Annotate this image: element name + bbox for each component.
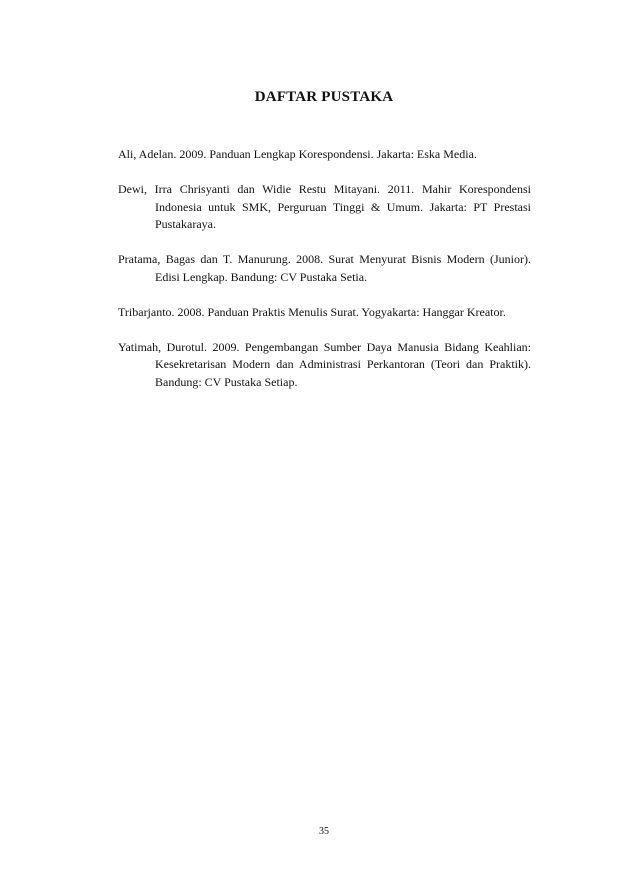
bibliography-list (118, 146, 531, 409)
reference-entry: Pratama, Bagas dan T. Manurung. 2008. Surat Menyurat Bisnis Modern (Junior). Edisi Lengkap. Bandung: CV Pustaka Setia. (118, 252, 531, 284)
page-title: DAFTAR PUSTAKA (254, 89, 394, 105)
reference-entry: Yatimah, Durotul. 2009. Pengembangan Sumber Daya Manusia Bidang Keahlian: Kesekretarisan Modern dan Administrasi Perkantoran (Teori dan Praktik). Bandung: CV Pustaka Setiap. (118, 339, 531, 389)
reference-entry: Dewi, Irra Chrisyanti dan Widie Restu Mitayani. 2011. Mahir Korespondensi Indonesia untuk SMK, Perguruan Tinggi & Umum. Jakarta: PT Prestasi Pustakaraya. (118, 182, 531, 231)
reference-entry: Ali, Adelan. 2009. Panduan Lengkap Korespondensi. Jakarta: Eska Media. (118, 147, 477, 161)
reference-entry: Tribarjanto. 2008. Panduan Praktis Menulis Surat. Yogyakarta: Hanggar Kreator. (118, 304, 506, 319)
page-number: 35 (319, 826, 329, 837)
